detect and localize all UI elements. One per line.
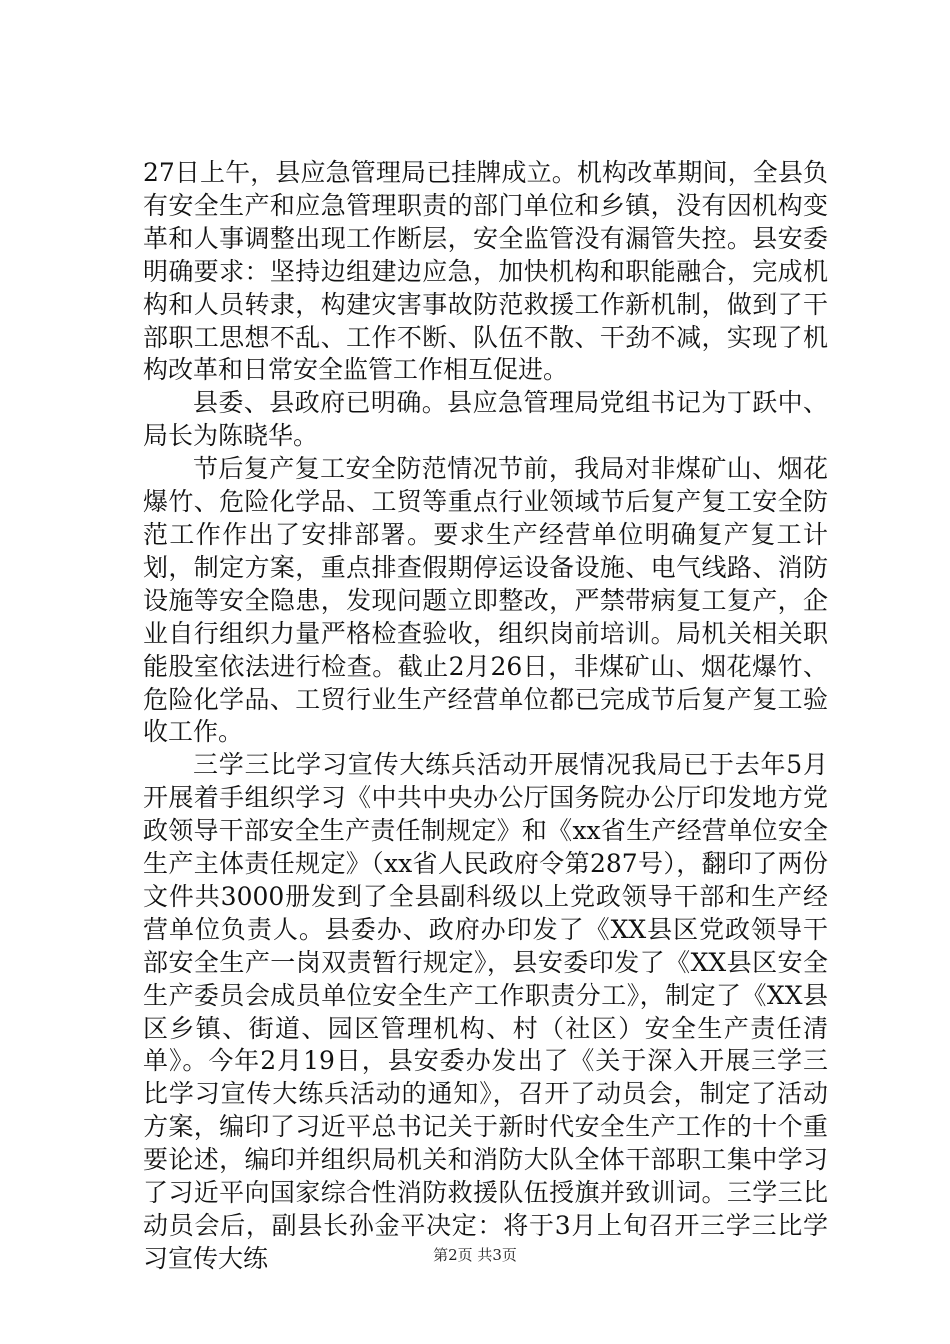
paragraph-3: 节后复产复工安全防范情况节前，我局对非煤矿山、烟花爆竹、危险化学品、工贸等重点行业领域节后复产复工安全防范工作作出了安排部署。要求生产经营单位明确复产复工计划，制定方案，重点排查假期停运设备设施、电气线路、消防设施等安全隐患，发现问题立即整改，严禁带病复工复产，企业自行组织力量严格检查验收，组织岗前培训。局机关相关职能股室依法进行检查。截止2月26日，非煤矿山、烟花爆竹、危险化学品、工贸行业生产经营单位都已完成节后复产复工验收工作。 xyxy=(143,454,828,747)
paragraph-4: 三学三比学习宣传大练兵活动开展情况我局已于去年5月开展着手组织学习《中共中央办公厅国务院办公厅印发地方党政领导干部安全生产责任制规定》和《xx省生产经营单位安全生产主体责任规定》（xx省人民政府令第287号），翻印了两份文件共3000册发到了全县副科级以上党政领导干部和生产经营单位负责人。县委办、政府办印发了《XX县区党政领导干部安全生产一岗双责暂行规定》，县安委印发了《XX县区安全生产委员会成员单位安全生产工作职责分工》，制定了《XX县区乡镇、街道、园区管理机构、村（社区）安全生产责任清单》。今年2月19日，县安委办发出了《关于深入开展三学三比学习宣传大练兵活动的通知》，召开了动员会，制定了活动方案，编印了习近平总书记关于新时代安全生产工作的十个重要论述，编印并组织局机关和消防大队全体干部职工集中学习了习近平向国家综合性消防救援队伍授旗并致训词。三学三比动员会后，副县长孙金平决定：将于3月上旬召开三学三比学习宣传大练 xyxy=(143,750,828,1273)
paragraph-2: 县委、县政府已明确。县应急管理局党组书记为丁跃中、局长为陈晓华。 xyxy=(143,388,828,451)
document-body xyxy=(143,157,828,1276)
page-number-footer: 第2页 共3页 xyxy=(433,1246,517,1264)
paragraph-1: 27日上午，县应急管理局已挂牌成立。机构改革期间，全县负有安全生产和应急管理职责的部门单位和乡镇，没有因机构变革和人事调整出现工作断层，安全监管没有漏管失控。县安委明确要求：坚持边组建边应急，加快机构和职能融合，完成机构和人员转隶，构建灾害事故防范救援工作新机制，做到了干部职工思想不乱、工作不断、队伍不散、干劲不减，实现了机构改革和日常安全监管工作相互促进。 xyxy=(143,158,828,385)
